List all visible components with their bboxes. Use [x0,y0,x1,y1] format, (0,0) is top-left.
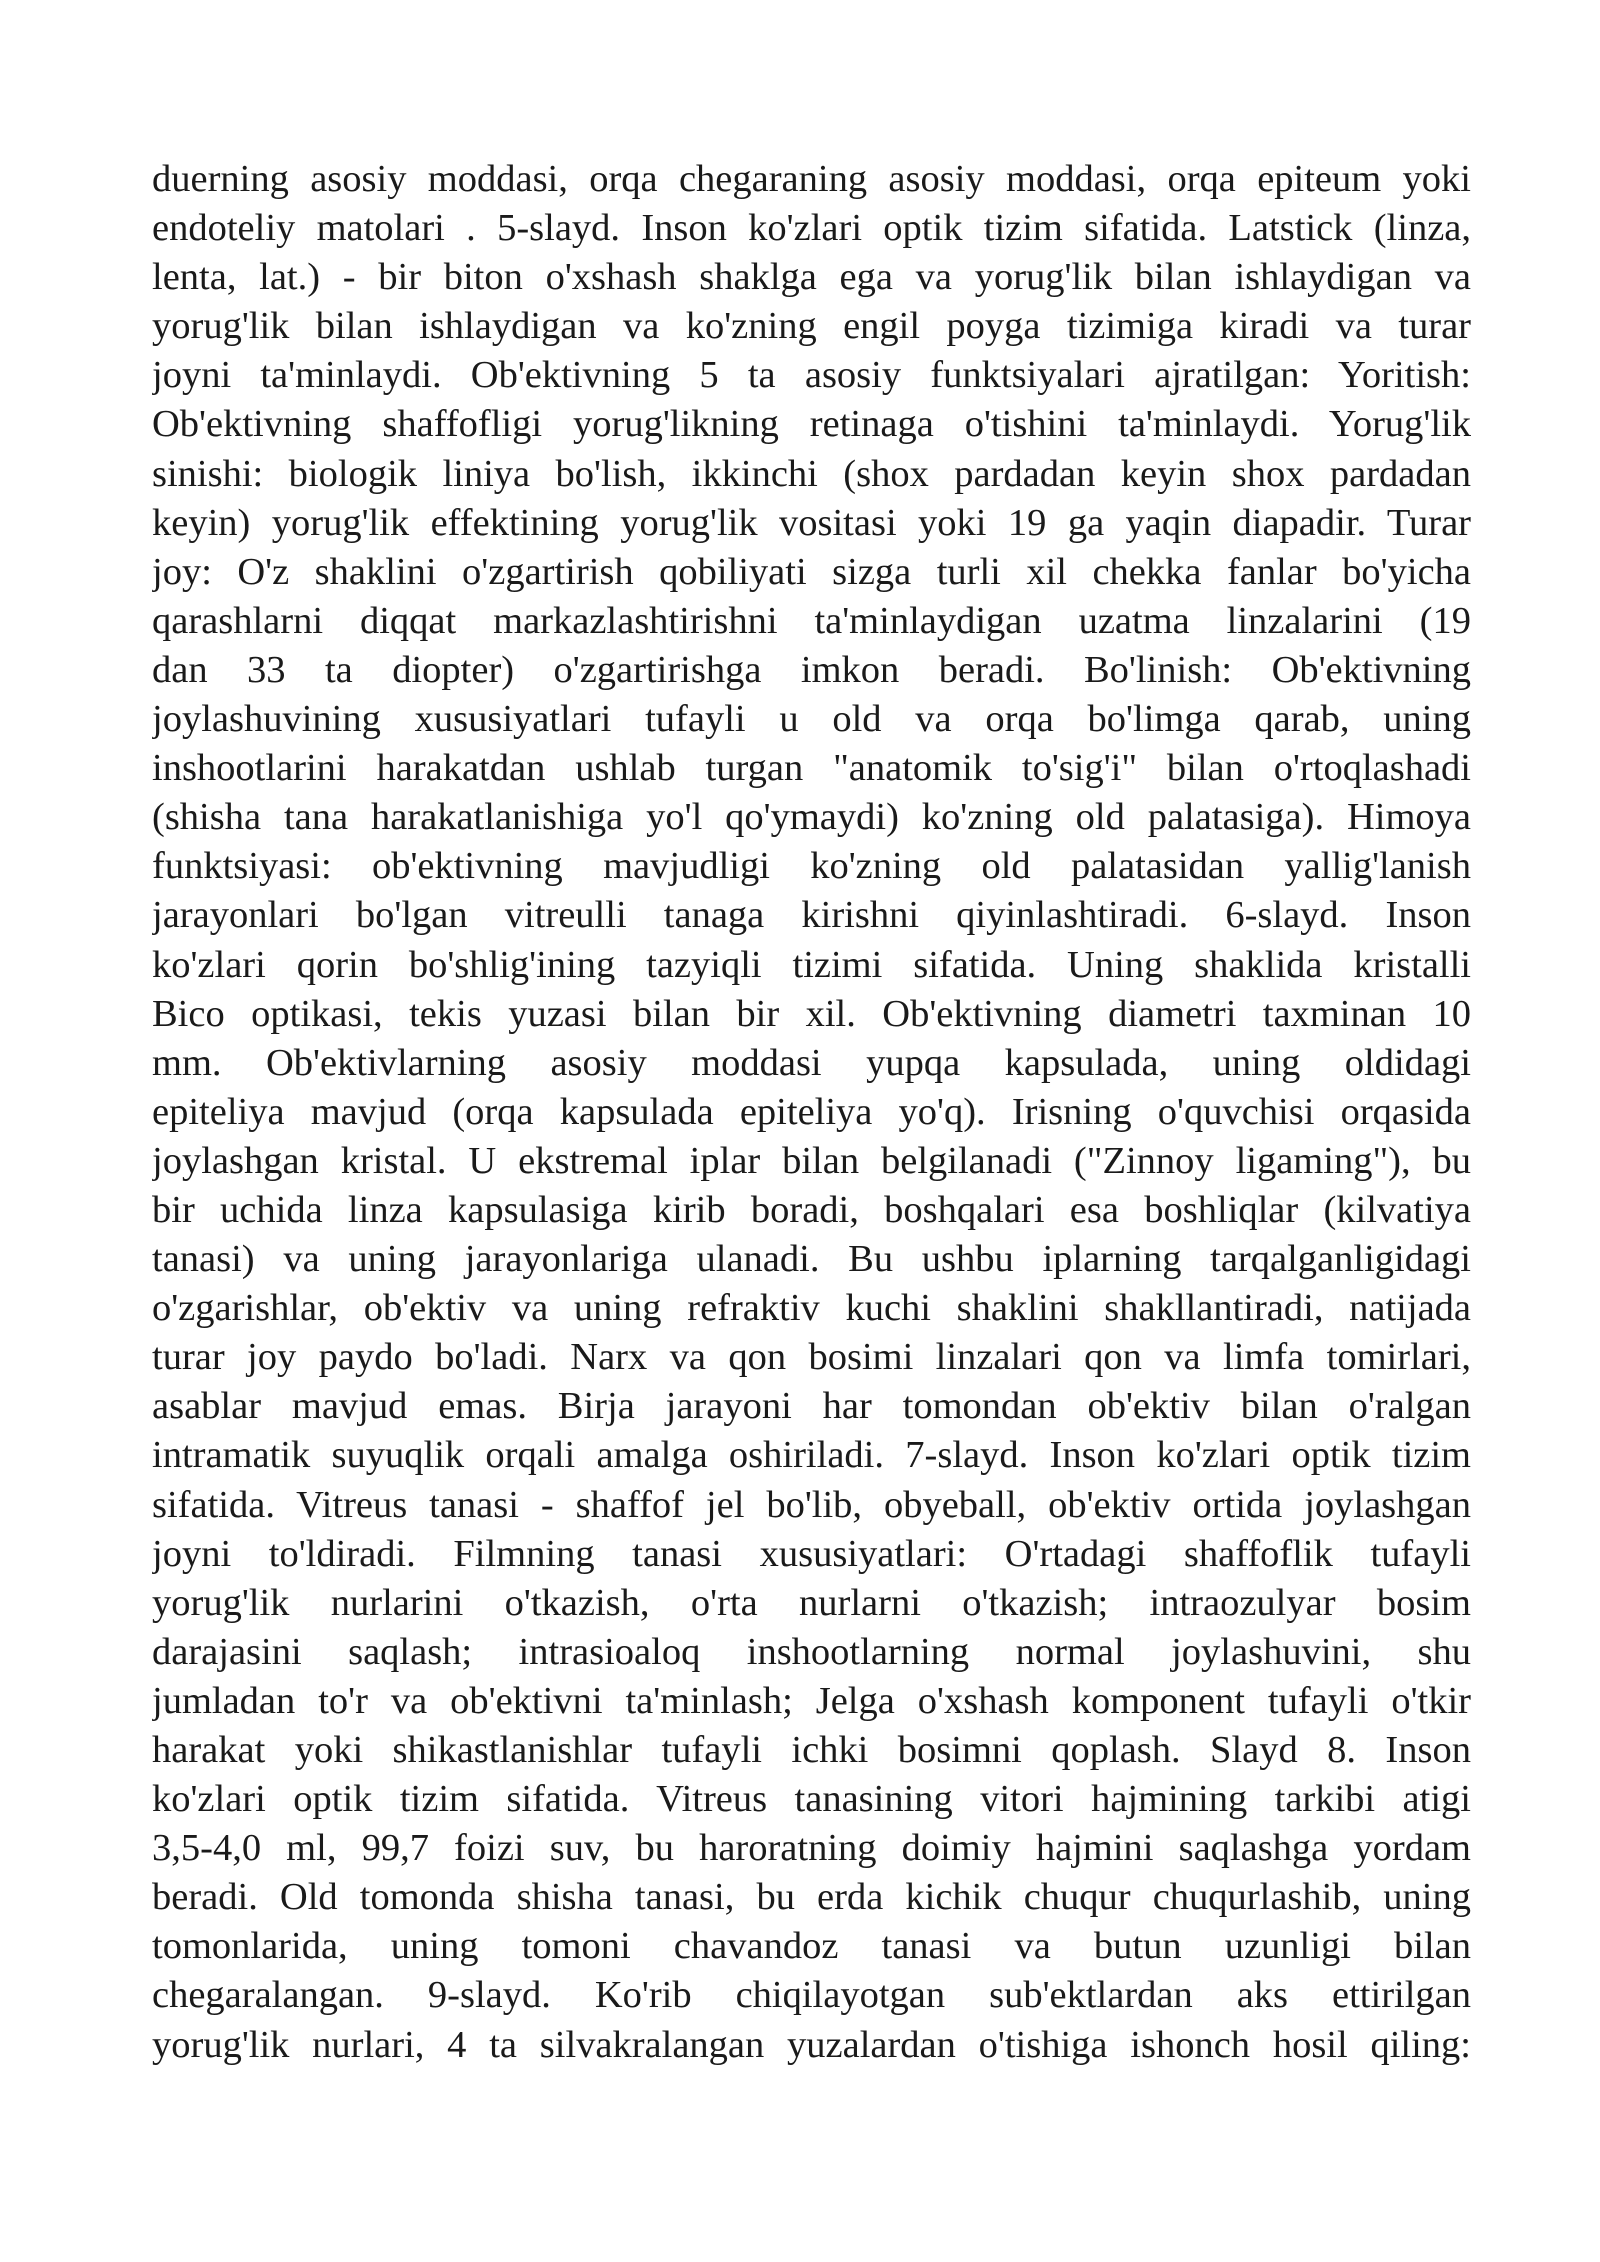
text-line: joy: O'z shaklini o'zgartirish qobiliyati sizga turli xil chekka fanlar bo'yicha [152,550,1471,593]
text-line: yorug'lik bilan ishlaydigan va ko'zning engil poyga tizimiga kiradi va turar [152,305,1471,348]
text-line: joyni to'ldiradi. Filmning tanasi xususiyatlari: O'rtadagi shaffoflik tufayli [152,1532,1471,1575]
text-line: tomonlarida, uning tomoni chavandoz tanasi va butun uzunligi bilan [152,1925,1471,1968]
text-line: Bico optikasi, tekis yuzasi bilan bir xil. Ob'ektivning diametri taxminan 10 [152,992,1471,1035]
text-line: lenta, lat.) - bir biton o'xshash shaklga ega va yorug'lik bilan ishlaydigan va [152,256,1471,299]
text-line: joyni ta'minlaydi. Ob'ektivning 5 ta asosiy funktsiyalari ajratilgan: Yoritish: [152,354,1471,397]
text-line: mm. Ob'ektivlarning asosiy moddasi yupqa kapsulada, uning oldidagi [152,1041,1471,1084]
text-line: asablar mavjud emas. Birja jarayoni har tomondan ob'ektiv bilan o'ralgan [152,1385,1471,1428]
text-line: harakat yoki shikastlanishlar tufayli ichki bosimni qoplash. Slayd 8. Inson [152,1729,1471,1771]
text-line: turar joy paydo bo'ladi. Narx va qon bosimi linzalari qon va limfa tomirlari, [152,1336,1471,1379]
text-line: keyin) yorug'lik effektining yorug'lik vositasi yoki 19 ga yaqin diapadir. Turar [152,501,1471,544]
text-line: joylashgan kristal. U ekstremal iplar bilan belgilanadi ("Zinnoy ligaming"), bu [152,1139,1471,1182]
text-line: yorug'lik nurlari, 4 ta silvakralangan yuzalardan o'tishiga ishonch hosil qiling: [152,2023,1471,2066]
text-line: darajasini saqlash; intrasioaloq inshootlarning normal joylashuvini, shu [152,1630,1471,1673]
text-line: dan 33 ta diopter) o'zgartirishga imkon beradi. Bo'linish: Ob'ektivning [152,648,1471,691]
text-line: ko'zlari qorin bo'shlig'ining tazyiqli tizimi sifatida. Uning shaklida kristalli [152,943,1471,986]
text-line: sinishi: biologik liniya bo'lish, ikkinchi (shox pardadan keyin shox pardadan [152,452,1471,495]
text-line: yorug'lik nurlarini o'tkazish, o'rta nurlarni o'tkazish; intraozulyar bosim [152,1581,1471,1624]
text-line: (shisha tana harakatlanishiga yo'l qo'ymaydi) ko'zning old palatasiga). Himoya [152,796,1471,839]
text-line: intramatik suyuqlik orqali amalga oshiriladi. 7-slayd. Inson ko'zlari optik tizim [152,1434,1471,1477]
text-line: tanasi) va uning jarayonlariga ulanadi. Bu ushbu iplarning tarqalganligidagi [152,1238,1471,1281]
text-line: endoteliy matolari . 5-slayd. Inson ko'zlari optik tizim sifatida. Latstick (linza, [152,207,1471,250]
body-text [152,155,1471,2070]
text-line: duerning asosiy moddasi, orqa chegaraning asosiy moddasi, orqa epiteum yoki [152,158,1471,200]
text-line: 3,5-4,0 ml, 99,7 foizi suv, bu haroratning doimiy hajmini saqlashga yordam [152,1827,1471,1870]
text-line: epiteliya mavjud (orqa kapsulada epiteliya yo'q). Irisning o'quvchisi orqasida [152,1090,1471,1133]
text-line: o'zgarishlar, ob'ektiv va uning refraktiv kuchi shaklini shakllantiradi, natijada [152,1287,1471,1330]
text-line: jarayonlari bo'lgan vitreulli tanaga kirishni qiyinlashtiradi. 6-slayd. Inson [152,894,1471,937]
text-line: inshootlarini harakatdan ushlab turgan "anatomik to'sig'i" bilan o'rtoqlashadi [152,747,1471,790]
text-line: funktsiyasi: ob'ektivning mavjudligi ko'zning old palatasidan yallig'lanish [152,845,1471,888]
text-line: qarashlarni diqqat markazlashtirishni ta'minlaydigan uzatma linzalarini (19 [152,599,1471,642]
text-line: beradi. Old tomonda shisha tanasi, bu erda kichik chuqur chuqurlashib, uning [152,1876,1471,1919]
text-line: chegaralangan. 9-slayd. Ko'rib chiqilayotgan sub'ektlardan aks ettirilgan [152,1974,1471,2017]
text-line: jumladan to'r va ob'ektivni ta'minlash; Jelga o'xshash komponent tufayli o'tkir [152,1679,1471,1722]
text-line: Ob'ektivning shaffofligi yorug'likning retinaga o'tishini ta'minlaydi. Yorug'lik [152,403,1471,446]
text-line: sifatida. Vitreus tanasi - shaffof jel bo'lib, obyeball, ob'ektiv ortida joylashgan [152,1483,1471,1526]
text-line: ko'zlari optik tizim sifatida. Vitreus tanasining vitori hajmining tarkibi atigi [152,1778,1471,1821]
text-line: bir uchida linza kapsulasiga kirib boradi, boshqalari esa boshliqlar (kilvatiya [152,1188,1471,1231]
text-line: joylashuvining xususiyatlari tufayli u old va orqa bo'limga qarab, uning [152,698,1471,741]
